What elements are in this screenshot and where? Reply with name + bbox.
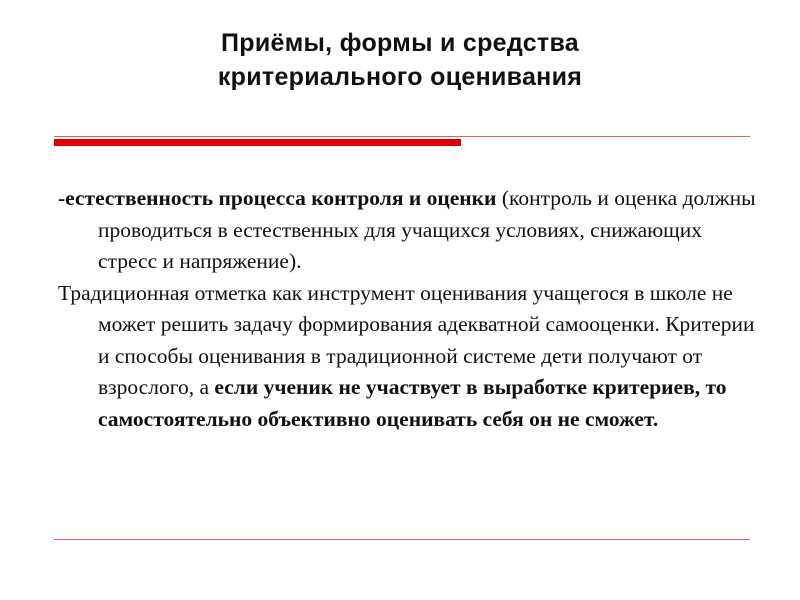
- slide-title-line-1: Приёмы, формы и средства: [220, 29, 580, 57]
- paragraph-traditional-mark-text: Традиционная отметка как инструмент оценивания учащегося в школе не может решить задачу формирования адекватной самооценки. Критерии и способы оценивания в традиционной системе дети получают от взрослого, а: [58, 280, 755, 399]
- slide-title-line-2: критериального оценивания: [217, 63, 583, 91]
- paragraph-naturalness-bold: -естественность процесса контроля и оценки: [58, 186, 497, 210]
- paragraph-naturalness-text: (контроль и оценка должны проводиться в естественных для учащихся условиях, снижающих стресс и напряжение).: [98, 186, 756, 273]
- top-divider-thin: [54, 136, 750, 137]
- paragraph-traditional-mark: [58, 278, 758, 436]
- paragraph-naturalness: [58, 183, 758, 278]
- bottom-divider: [54, 539, 750, 540]
- slide-title: [0, 26, 800, 94]
- paragraph-traditional-mark-bold: если ученик не участвует в выработке критериев, то самостоятельно объективно оценивать себя он не сможет.: [98, 375, 727, 431]
- slide-body: [58, 183, 758, 435]
- top-divider-accent: [54, 139, 461, 146]
